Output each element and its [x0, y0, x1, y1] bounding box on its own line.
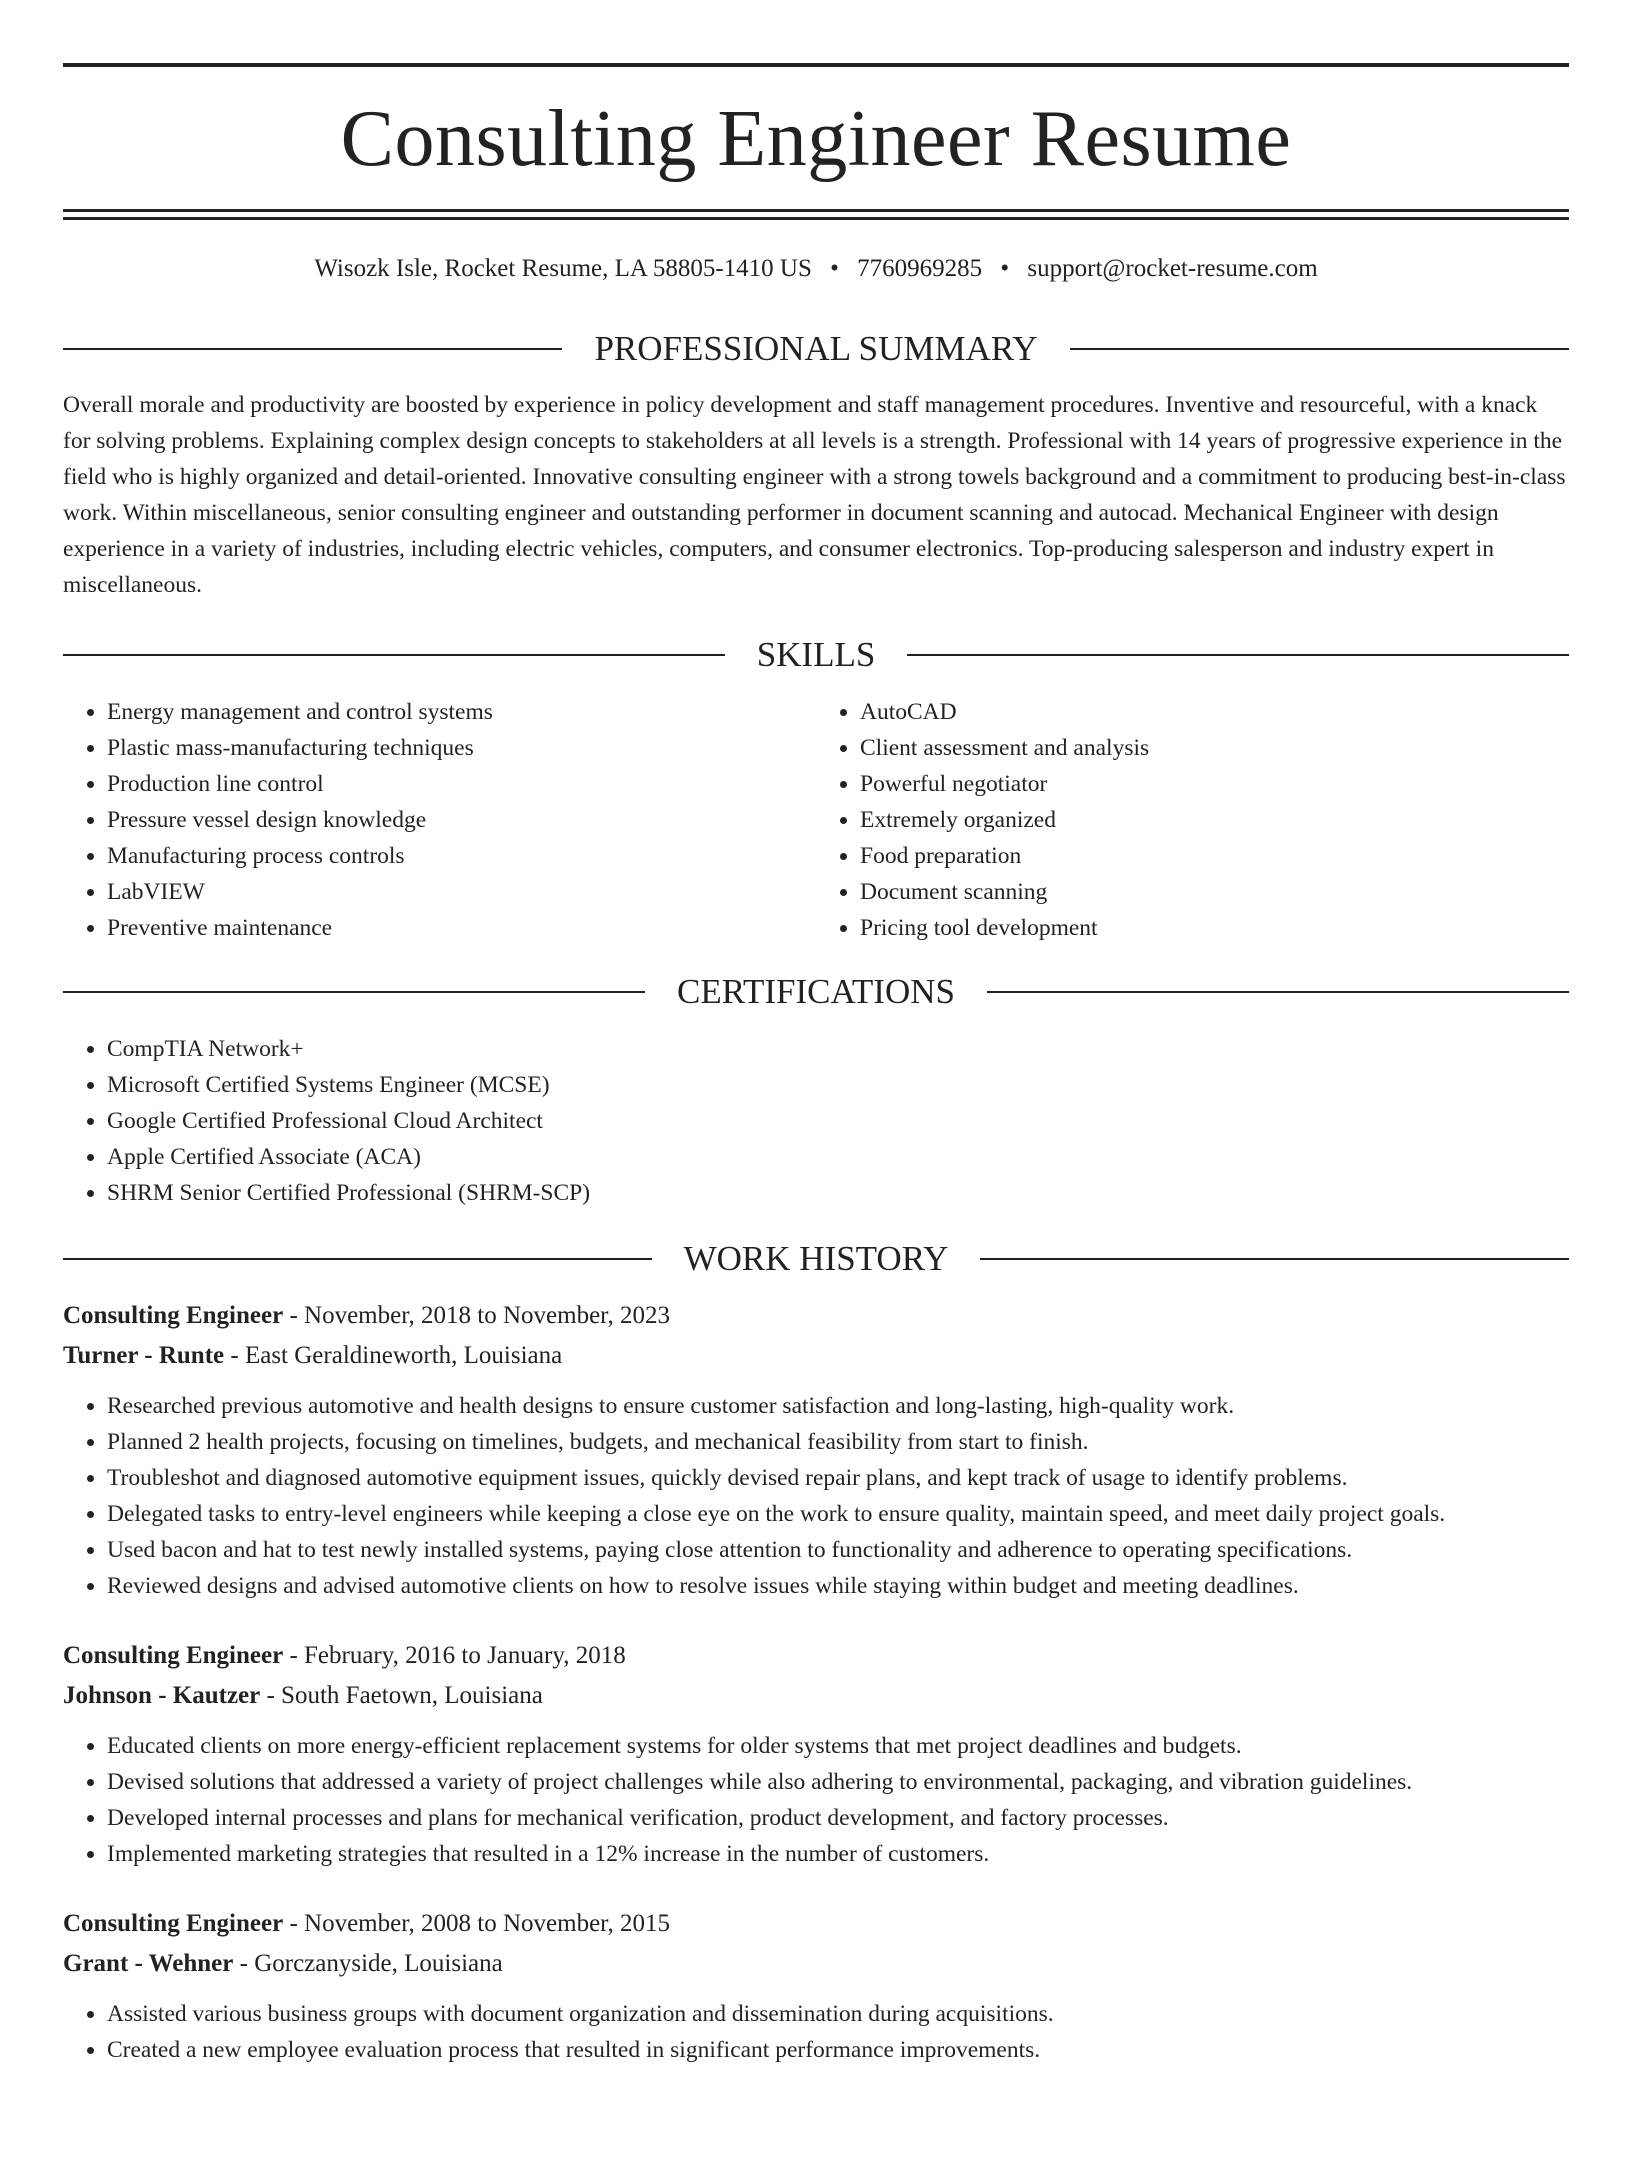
job-title-line — [63, 1904, 1569, 1944]
job-bullets — [63, 1728, 1569, 1872]
job-title: Consulting Engineer — [63, 1910, 284, 1937]
certification-item: • SHRM Senior Certified Professional (SHRM-SCP) — [107, 1175, 1569, 1211]
resume-page — [0, 63, 1632, 2175]
skill-item: • Preventive maintenance — [107, 910, 816, 946]
job-title: Consulting Engineer — [63, 1642, 284, 1669]
contact-phone: 7760969285 — [857, 255, 983, 282]
summary-text: Overall morale and productivity are boosted by experience in policy development and staff management procedures. Inventive and resourceful, with a knack for solving problems. Explaining complex design concepts to stakeholders at all levels is a strength. Professional with 14 years of progressive experience in the field who is highly organized and detail-oriented. Innovative consulting engineer with a strong towels background and a commitment to producing best-in-class work. Within miscellaneous, senior consulting engineer and outstanding performer in document scanning and autocad. Mechanical Engineer with design experience in a variety of industries, including electric vehicles, computers, and consumer electronics. Top-producing salesperson and industry expert in miscellaneous. — [63, 392, 1566, 598]
job-company-line — [63, 1336, 1569, 1376]
certification-item: • Apple Certified Associate (ACA) — [107, 1139, 1569, 1175]
job-company: Turner - Runte — [63, 1342, 225, 1369]
job-bullet: • Researched previous automotive and health designs to ensure customer satisfaction and long-lasting, high-quality work. — [107, 1388, 1569, 1424]
certifications-list — [63, 1031, 1569, 1211]
job-bullet: • Planned 2 health projects, focusing on timelines, budgets, and mechanical feasibility from start to finish. — [107, 1424, 1569, 1460]
job-dates: - November, 2018 to November, 2023 — [283, 1302, 670, 1329]
job-bullet: • Used bacon and hat to test newly installed systems, paying close attention to functionality and adherence to operating specifications. — [107, 1532, 1569, 1568]
job-bullet: • Devised solutions that addressed a variety of project challenges while also adhering to environmental, packaging, and vibration guidelines. — [107, 1764, 1569, 1800]
job-title-line — [63, 1296, 1569, 1336]
job-entry — [63, 1296, 1569, 1604]
skill-item: • AutoCAD — [860, 694, 1569, 730]
certification-item: • Google Certified Professional Cloud Architect — [107, 1103, 1569, 1139]
skills-columns — [63, 694, 1569, 946]
job-bullet: • Assisted various business groups with document organization and dissemination during acquisitions. — [107, 1996, 1569, 2032]
section-rule — [987, 991, 1569, 993]
skill-item: • Production line control — [107, 766, 816, 802]
job-bullet: • Troubleshot and diagnosed automotive equipment issues, quickly devised repair plans, and kept track of usage to identify problems. — [107, 1460, 1569, 1496]
job-title-line — [63, 1636, 1569, 1676]
job-company-line — [63, 1676, 1569, 1716]
contact-separator: • — [830, 255, 839, 282]
section-header-skills — [63, 637, 1569, 672]
job-title: Consulting Engineer — [63, 1302, 284, 1329]
skill-item: • Client assessment and analysis — [860, 730, 1569, 766]
job-entry — [63, 1636, 1569, 1872]
job-dates: - February, 2016 to January, 2018 — [283, 1642, 626, 1669]
skill-item: • Plastic mass-manufacturing techniques — [107, 730, 816, 766]
job-location: - South Faetown, Louisiana — [260, 1682, 543, 1709]
section-title: PROFESSIONAL SUMMARY — [594, 329, 1038, 368]
section-header-summary — [63, 331, 1569, 366]
skill-item: • Food preparation — [860, 838, 1569, 874]
skill-item: • Pressure vessel design knowledge — [107, 802, 816, 838]
contact-email: support@rocket-resume.com — [1027, 255, 1318, 282]
skill-item: • Manufacturing process controls — [107, 838, 816, 874]
section-header-certifications — [63, 974, 1569, 1009]
job-bullet: • Educated clients on more energy-efficient replacement systems for older systems that met project deadlines and budgets. — [107, 1728, 1569, 1764]
skill-item: • Powerful negotiator — [860, 766, 1569, 802]
certification-item: • Microsoft Certified Systems Engineer (MCSE) — [107, 1067, 1569, 1103]
title-double-rule — [63, 209, 1569, 220]
section-header-work-history — [63, 1241, 1569, 1276]
skill-item: • Document scanning — [860, 874, 1569, 910]
section-rule — [980, 1258, 1569, 1260]
skill-item: • LabVIEW — [107, 874, 816, 910]
job-bullets — [63, 1996, 1569, 2068]
skill-item: • Energy management and control systems — [107, 694, 816, 730]
page-title: Consulting Engineer Resume — [340, 95, 1292, 183]
section-rule — [63, 654, 725, 656]
job-bullets — [63, 1388, 1569, 1604]
job-company: Grant - Wehner — [63, 1950, 234, 1977]
job-bullet: • Reviewed designs and advised automotive clients on how to resolve issues while staying within budget and meeting deadlines. — [107, 1568, 1569, 1604]
certification-item: • CompTIA Network+ — [107, 1031, 1569, 1067]
job-company: Johnson - Kautzer — [63, 1682, 261, 1709]
job-location: - East Geraldineworth, Louisiana — [224, 1342, 563, 1369]
job-bullet: • Implemented marketing strategies that resulted in a 12% increase in the number of customers. — [107, 1836, 1569, 1872]
contact-line — [63, 256, 1569, 281]
section-title: SKILLS — [756, 635, 876, 674]
section-rule — [63, 348, 562, 350]
job-bullet: • Delegated tasks to entry-level engineers while keeping a close eye on the work to ensure quality, maintain speed, and meet daily project goals. — [107, 1496, 1569, 1532]
skills-list-left — [63, 694, 816, 946]
skills-list-right — [816, 694, 1569, 946]
section-title: CERTIFICATIONS — [677, 972, 955, 1011]
section-rule — [907, 654, 1569, 656]
job-bullet: • Created a new employee evaluation process that resulted in significant performance improvements. — [107, 2032, 1569, 2068]
job-entry — [63, 1904, 1569, 2068]
section-rule — [63, 991, 645, 993]
job-dates: - November, 2008 to November, 2015 — [283, 1910, 670, 1937]
job-location: - Gorczanyside, Louisiana — [233, 1950, 503, 1977]
contact-address: Wisozk Isle, Rocket Resume, LA 58805-1410 US — [314, 255, 812, 282]
job-company-line — [63, 1944, 1569, 1984]
job-bullet: • Developed internal processes and plans for mechanical verification, product development, and factory processes. — [107, 1800, 1569, 1836]
skill-item: • Extremely organized — [860, 802, 1569, 838]
section-rule — [1070, 348, 1569, 350]
section-rule — [63, 1258, 652, 1260]
skill-item: • Pricing tool development — [860, 910, 1569, 946]
section-title: WORK HISTORY — [683, 1239, 949, 1278]
contact-separator: • — [1000, 255, 1010, 282]
